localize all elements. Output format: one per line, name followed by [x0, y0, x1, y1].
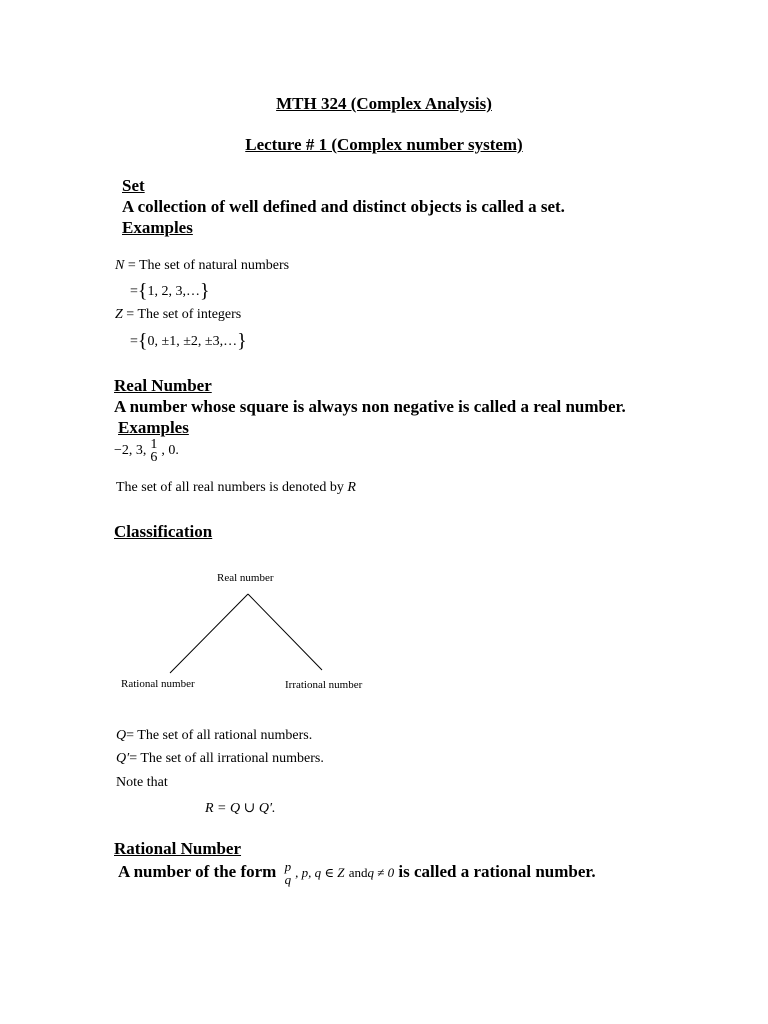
z-symbol: Z	[115, 307, 123, 322]
rational-def-pre: A number of the form	[118, 861, 277, 881]
lecture-title: Lecture # 1 (Complex number system)	[245, 135, 523, 154]
document-title: MTH 324 (Complex Analysis)	[276, 94, 492, 113]
real-denoted-text: The set of all real numbers is denoted by	[116, 480, 344, 495]
integers-line	[115, 307, 241, 323]
q-prime-text: = The set of all irrational numbers.	[129, 751, 324, 766]
real-denoted-line	[116, 480, 356, 496]
rational-cond1: , p, q ∈ Z	[295, 864, 345, 880]
tree-right-branch	[248, 594, 322, 670]
n-values-eq: =	[130, 284, 138, 299]
rational-def-post: is called a rational number.	[398, 861, 596, 881]
z-text: The set of integers	[137, 307, 242, 322]
one-sixth-fraction: 1 6	[150, 437, 158, 465]
q-prime-symbol: Q′	[116, 751, 130, 766]
real-examples-post: , 0.	[161, 443, 179, 459]
real-denoted-symbol: R	[347, 480, 356, 495]
q-text: = The set of all rational numbers.	[126, 728, 313, 743]
classification-heading: Classification	[114, 522, 213, 541]
q-symbol: Q	[116, 728, 127, 743]
natural-numbers-values: ={1, 2, 3,…}	[130, 280, 210, 302]
rational-number-heading: Rational Number	[114, 839, 242, 858]
real-examples-pre: −2, 3,	[114, 443, 147, 459]
real-number-definition: A number whose square is always non negative is called a real number.	[114, 397, 626, 416]
set-heading: Set	[122, 176, 145, 195]
note-that: Note that	[116, 775, 168, 790]
n-values: 1, 2, 3,…	[147, 284, 201, 299]
union-formula: R = Q ∪ Q′.	[205, 801, 276, 816]
z-values-eq: =	[130, 334, 138, 349]
natural-numbers-line	[115, 258, 289, 274]
rational-cond2: q ≠ 0	[367, 864, 395, 880]
rational-and: and	[348, 864, 368, 880]
real-number-heading: Real Number	[114, 376, 212, 395]
n-symbol: N	[115, 258, 125, 273]
tree-left-label: Rational number	[121, 678, 195, 690]
integers-values: ={0, ±1, ±2, ±3,…}	[130, 330, 247, 352]
z-values: 0, ±1, ±2, ±3,…	[147, 334, 238, 349]
tree-left-branch	[170, 594, 248, 673]
q-definition-line	[116, 728, 312, 744]
set-examples-heading: Examples	[122, 218, 193, 237]
real-examples-heading: Examples	[118, 418, 189, 437]
n-equals: =	[127, 258, 136, 273]
n-text: The set of natural numbers	[139, 258, 290, 273]
rational-definition-line	[118, 860, 596, 886]
z-equals: =	[126, 307, 135, 322]
tree-right-label: Irrational number	[285, 679, 363, 691]
classification-tree-lines	[160, 590, 340, 680]
real-examples-line	[114, 438, 179, 464]
q-prime-definition-line	[116, 751, 324, 767]
set-definition: A collection of well defined and distinct objects is called a set.	[122, 197, 565, 216]
p-over-q-fraction: p q	[284, 859, 292, 887]
tree-root-label: Real number	[217, 572, 274, 584]
